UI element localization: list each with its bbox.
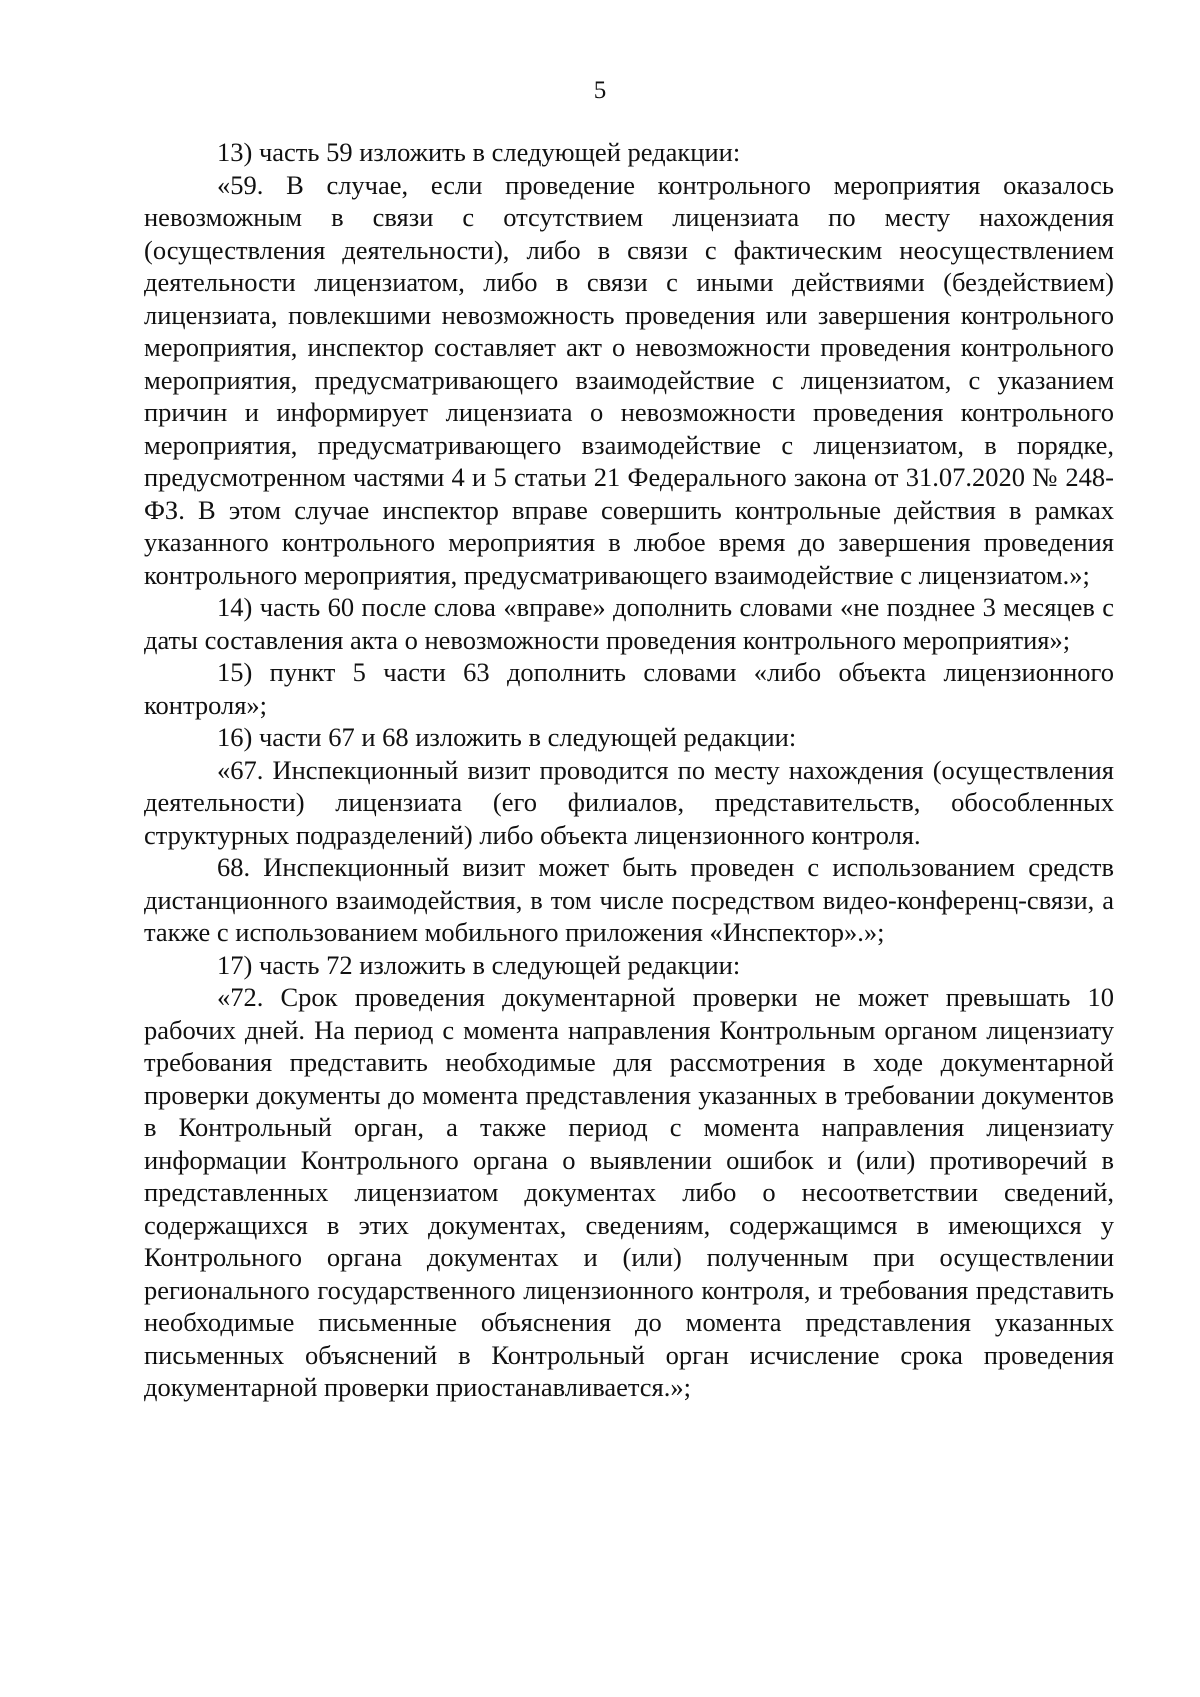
paragraph-item-17: 17) часть 72 изложить в следующей редакции: <box>217 949 741 980</box>
paragraph-part-68-text: 68. Инспекционный визит может быть проведен с использованием средств дистанционного взаимодействия, в том числе посредством видео-конференц-связи, а также с использованием мобильного приложения «Инспектор».»; <box>144 852 1114 947</box>
paragraph-part-72-text: «72. Срок проведения документарной проверки не может превышать 10 рабочих дней. На период с момента направления Контрольным органом лицензиату требования представить необходимые для рассмотрения в ходе документарной проверки документы до момента представления указанных в требовании документов в Контрольный орган, а также период с момента направления лицензиату информации Контрольного органа о выявлении ошибок и (или) противоречий в представленных лицензиатом документах либо о несоответствии сведений, содержащихся в этих документах, сведениям, содержащимся в имеющихся у Контрольного органа документах и (или) полученным при осуществлении регионального государственного лицензионного контроля, и требования представить необходимые письменные объяснения до момента представления указанных письменных объяснений в Контрольный орган исчисление срока проведения документарной проверки приостанавливается.»; <box>144 982 1114 1402</box>
paragraph-item-15: 15) пункт 5 части 63 дополнить словами «либо объекта лицензионного контроля»; <box>144 657 1114 720</box>
paragraph-item-16: 16) части 67 и 68 изложить в следующей редакции: <box>217 722 797 752</box>
paragraph-item-13: 13) часть 59 изложить в следующей редакции: <box>217 137 741 167</box>
paragraph-item-14: 14) часть 60 после слова «вправе» дополнить словами «не позднее 3 месяцев с даты составления акта о невозможности проведения контрольного мероприятия»; <box>144 592 1114 655</box>
paragraph-part-59-text: «59. В случае, если проведение контрольного мероприятия оказалось невозможным в связи с отсутствием лицензиата по месту нахождения (осуществления деятельности), либо в связи с фактическим неосуществлением деятельности лицензиатом, либо в связи с иными действиями (бездействием) лицензиата, повлекшими невозможность проведения или завершения контрольного мероприятия, инспектор составляет акт о невозможности проведения контрольного мероприятия, предусматривающего взаимодействие с лицензиатом, с указанием причин и информирует лицензиата о невозможности проведения контрольного мероприятия, предусматривающего взаимодействие с лицензиатом, в порядке, предусмотренном частями 4 и 5 статьи 21 Федерального закона от 31.07.2020 № 248-ФЗ. В этом случае инспектор вправе совершить контрольные действия в рамках указанного контрольного мероприятия в любое время до завершения проведения контрольного мероприятия, предусматривающего взаимодействие с лицензиатом.»; <box>144 169 1114 590</box>
page-number: 5 <box>593 77 607 104</box>
document-body <box>144 136 1114 1404</box>
paragraph-part-67-text: «67. Инспекционный визит проводится по месту нахождения (осуществления деятельности) лицензиата (его филиалов, представительств, обособленных структурных подразделений) либо объекта лицензионного контроля. <box>144 754 1114 850</box>
